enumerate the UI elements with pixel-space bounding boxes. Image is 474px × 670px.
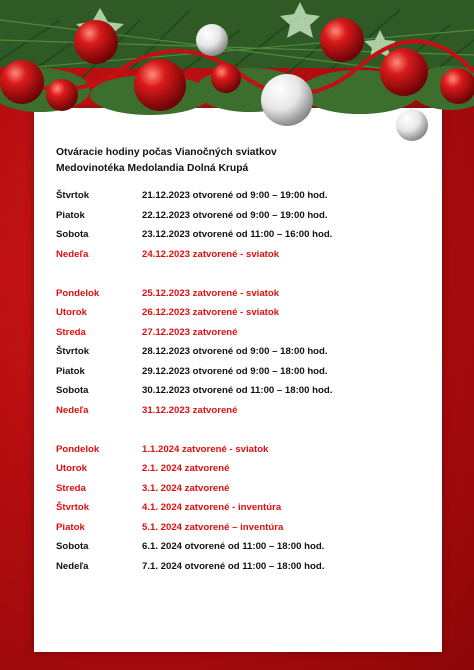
list-item xyxy=(56,190,436,210)
list-item xyxy=(56,483,436,503)
date-info: 23.12.2023 otvorené od 11:00 – 16:00 hod. xyxy=(142,229,333,240)
list-item xyxy=(56,405,436,425)
date-info: 7.1. 2024 otvorené od 11:00 – 18:00 hod. xyxy=(142,560,325,572)
opening-hours-list xyxy=(56,190,436,580)
date-info: 26.12.2023 zatvorené - sviatok xyxy=(142,307,280,318)
date-info: 6.1. 2024 otvorené od 11:00 – 18:00 hod. xyxy=(142,541,325,552)
date-info: 30.12.2023 otvorené od 11:00 – 18:00 hod. xyxy=(142,385,333,396)
day-name: Streda xyxy=(56,482,86,494)
date-info: 3.1. 2024 zatvorené xyxy=(142,482,230,494)
list-item xyxy=(56,502,436,522)
list-item xyxy=(56,541,436,561)
day-name: Piatok xyxy=(56,521,85,533)
date-info: 22.12.2023 otvorené od 9:00 – 19:00 hod. xyxy=(142,209,328,221)
list-item xyxy=(56,385,436,405)
day-name: Štvrtok xyxy=(56,190,90,201)
list-item xyxy=(56,522,436,542)
heading-line-1: Otváracie hodiny počas Vianočných sviatkov xyxy=(56,147,277,158)
day-name: Štvrtok xyxy=(56,502,90,513)
day-name: Streda xyxy=(56,326,86,338)
day-name: Nedeľa xyxy=(56,248,89,260)
date-info: 5.1. 2024 zatvorené – inventúra xyxy=(142,521,284,533)
date-info: 28.12.2023 otvorené od 9:00 – 18:00 hod. xyxy=(142,346,328,357)
date-info: 1.1.2024 zatvorené - sviatok xyxy=(142,443,269,455)
date-info: 4.1. 2024 zatvorené - inventúra xyxy=(142,502,282,513)
list-item xyxy=(56,444,436,464)
day-name: Sobota xyxy=(56,541,89,552)
list-item xyxy=(56,346,436,366)
spacer xyxy=(56,424,436,444)
list-item xyxy=(56,561,436,581)
spacer xyxy=(56,268,436,288)
list-item xyxy=(56,210,436,230)
list-item xyxy=(56,307,436,327)
list-item xyxy=(56,249,436,269)
day-name: Nedeľa xyxy=(56,404,89,416)
christmas-garland-decoration xyxy=(0,0,474,150)
day-name: Sobota xyxy=(56,229,89,240)
date-info: 2.1. 2024 zatvorené xyxy=(142,463,230,474)
date-info: 21.12.2023 otvorené od 9:00 – 19:00 hod. xyxy=(142,190,328,201)
list-item xyxy=(56,288,436,308)
day-name: Utorok xyxy=(56,307,87,318)
date-info: 27.12.2023 zatvorené xyxy=(142,326,238,338)
date-info: 24.12.2023 zatvorené - sviatok xyxy=(142,248,280,260)
day-name: Nedeľa xyxy=(56,560,89,572)
day-name: Sobota xyxy=(56,385,89,396)
day-name: Štvrtok xyxy=(56,346,90,357)
list-item xyxy=(56,327,436,347)
day-name: Piatok xyxy=(56,209,85,221)
day-name: Utorok xyxy=(56,463,87,474)
heading xyxy=(56,145,277,177)
day-name: Pondelok xyxy=(56,443,100,455)
date-info: 29.12.2023 otvorené od 9:00 – 18:00 hod. xyxy=(142,365,328,377)
day-name: Pondelok xyxy=(56,287,100,299)
day-name: Piatok xyxy=(56,365,85,377)
heading-line-2: Medovinotéka Medolandia Dolná Krupá xyxy=(56,163,249,174)
list-item xyxy=(56,463,436,483)
list-item xyxy=(56,229,436,249)
date-info: 31.12.2023 zatvorené xyxy=(142,404,238,416)
date-info: 25.12.2023 zatvorené - sviatok xyxy=(142,287,280,299)
list-item xyxy=(56,366,436,386)
